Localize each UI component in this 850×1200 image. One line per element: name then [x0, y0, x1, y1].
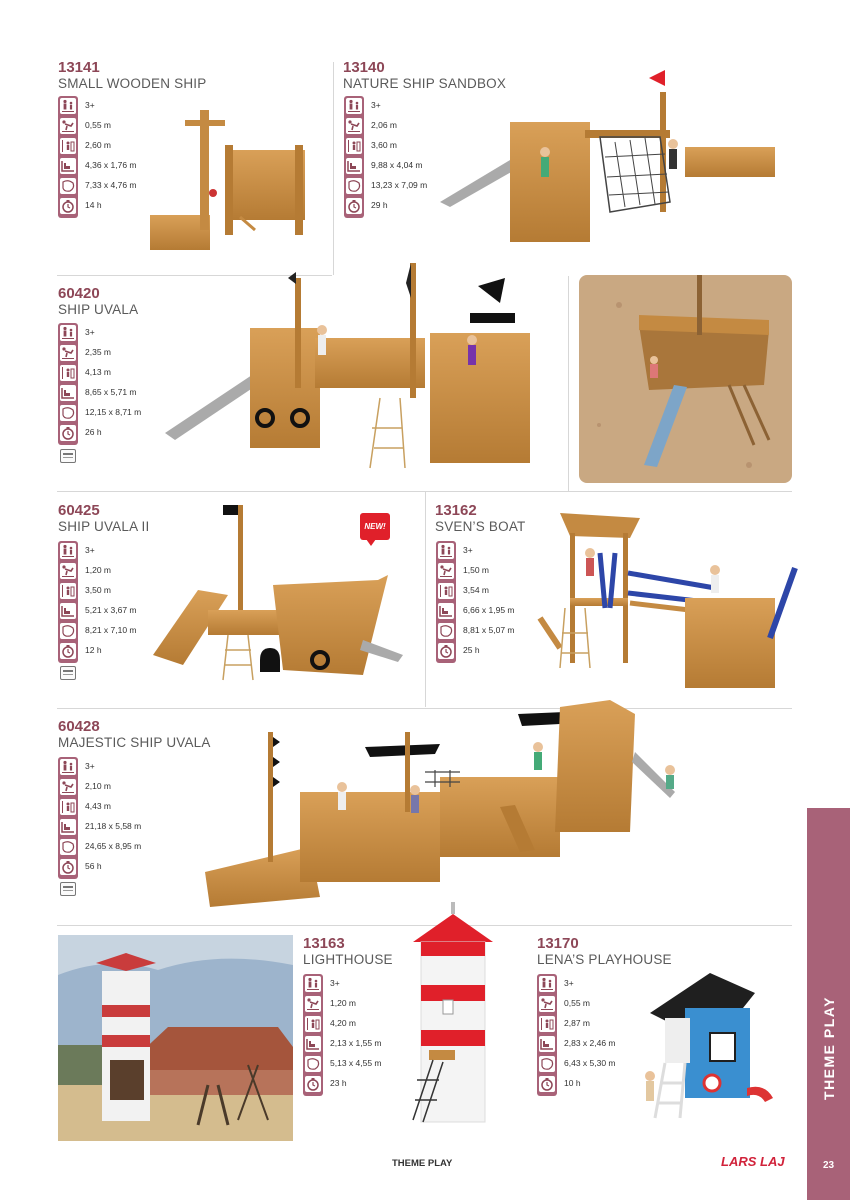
- product-lenas-playhouse: [537, 936, 672, 968]
- product-name: MAJESTIC SHIP UVALA: [58, 735, 211, 750]
- spec-fall-height: 2,10 m: [85, 781, 111, 791]
- product-name: SMALL WOODEN SHIP: [58, 76, 207, 91]
- spec-height: 3,50 m: [85, 585, 111, 595]
- spec-safety-area: 12,15 x 8,71 m: [85, 407, 142, 417]
- product-ship-uvala: [58, 286, 138, 318]
- spec-time: 56 h: [85, 861, 102, 871]
- spec-age: 3+: [564, 978, 574, 988]
- divider-col1: [333, 62, 334, 275]
- dimensions-icon: [60, 158, 76, 174]
- product-name: SHIP UVALA: [58, 302, 139, 317]
- dimensions-icon: [346, 158, 362, 174]
- age-icon: [60, 759, 76, 775]
- total-height-icon: [539, 1016, 555, 1032]
- installation-time-icon: [60, 643, 76, 659]
- lighthouse-photo: [58, 935, 293, 1141]
- divider-col2: [568, 276, 569, 491]
- spec-fall-height: 2,06 m: [371, 120, 397, 130]
- small-wooden-ship-illustration: [145, 105, 315, 255]
- divider-col3: [425, 492, 426, 707]
- spec-safety-area: 24,65 x 8,95 m: [85, 841, 142, 851]
- spec-dimensions: 9,88 x 4,04 m: [371, 160, 423, 170]
- spec-time: 12 h: [85, 645, 102, 655]
- dimensions-icon: [60, 385, 76, 401]
- spec-age: 3+: [85, 545, 95, 555]
- spec-age: 3+: [85, 100, 95, 110]
- spec-height: 3,54 m: [463, 585, 489, 595]
- section-title: THEME PLAY: [820, 996, 837, 1100]
- dimensions-icon: [60, 819, 76, 835]
- spec-age: 3+: [371, 100, 381, 110]
- dimensions-icon: [438, 603, 454, 619]
- nature-ship-sandbox-illustration: [435, 62, 780, 262]
- lenas-playhouse-illustration: [625, 968, 785, 1128]
- spec-safety-area: 7,33 x 4,76 m: [85, 180, 137, 190]
- spec-safety-area: 13,23 x 7,09 m: [371, 180, 428, 190]
- spec-height: 4,13 m: [85, 367, 111, 377]
- spec-time: 14 h: [85, 200, 102, 210]
- fall-height-icon: [346, 118, 362, 134]
- total-height-icon: [346, 138, 362, 154]
- page-number: 23: [822, 1160, 835, 1171]
- spec-height: 3,60 m: [371, 140, 397, 150]
- spec-dimensions: 2,13 x 1,55 m: [330, 1038, 382, 1048]
- section-sidebar: [807, 808, 850, 1200]
- footer-title: THEME PLAY: [392, 1158, 453, 1169]
- installation-time-icon: [60, 198, 76, 214]
- product-name: NATURE SHIP SANDBOX: [343, 76, 507, 91]
- spec-safety-area: 6,43 x 5,30 m: [564, 1058, 616, 1068]
- fall-height-icon: [60, 779, 76, 795]
- dimensions-icon: [539, 1036, 555, 1052]
- safety-area-icon: [60, 623, 76, 639]
- product-code: 13163: [303, 935, 345, 952]
- spec-fall-height: 1,20 m: [85, 565, 111, 575]
- product-small-wooden-ship: [58, 60, 206, 92]
- spec-safety-area: 8,21 x 7,10 m: [85, 625, 137, 635]
- product-name: SHIP UVALA II: [58, 519, 150, 534]
- fall-height-icon: [539, 996, 555, 1012]
- spec-safety-area: 5,13 x 4,55 m: [330, 1058, 382, 1068]
- spec-dimensions: 8,65 x 5,71 m: [85, 387, 137, 397]
- safety-area-icon: [60, 405, 76, 421]
- total-height-icon: [60, 799, 76, 815]
- spec-height: 2,60 m: [85, 140, 111, 150]
- product-code: 60420: [58, 285, 100, 302]
- spec-height: 4,20 m: [330, 1018, 356, 1028]
- spec-time: 23 h: [330, 1078, 347, 1088]
- spec-fall-height: 1,50 m: [463, 565, 489, 575]
- dimensions-icon: [305, 1036, 321, 1052]
- installation-time-icon: [60, 859, 76, 875]
- ship-uvala-photo: [579, 275, 792, 483]
- product-majestic-ship-uvala: [58, 719, 211, 751]
- age-icon: [60, 98, 76, 114]
- spec-time: 26 h: [85, 427, 102, 437]
- spec-fall-height: 0,55 m: [85, 120, 111, 130]
- safety-area-icon: [60, 178, 76, 194]
- product-name: SVEN’S BOAT: [435, 519, 526, 534]
- spec-dimensions: 4,36 x 1,76 m: [85, 160, 137, 170]
- total-height-icon: [60, 583, 76, 599]
- product-name: LIGHTHOUSE: [303, 952, 393, 967]
- spec-fall-height: 0,55 m: [564, 998, 590, 1008]
- fall-height-icon: [60, 345, 76, 361]
- age-icon: [305, 976, 321, 992]
- age-icon: [60, 543, 76, 559]
- product-svens-boat: [435, 503, 525, 535]
- ship-uvala-ii-illustration: [148, 500, 413, 690]
- spec-fall-height: 1,20 m: [330, 998, 356, 1008]
- age-icon: [60, 325, 76, 341]
- product-code: 13140: [343, 59, 385, 76]
- safety-area-icon: [438, 623, 454, 639]
- product-ship-uvala-ii: [58, 503, 149, 535]
- total-height-icon: [60, 138, 76, 154]
- installation-time-icon: [305, 1076, 321, 1092]
- spec-age: 3+: [330, 978, 340, 988]
- spec-time: 10 h: [564, 1078, 581, 1088]
- brand-logo: LARS LAJ: [721, 1154, 785, 1169]
- spec-fall-height: 2,35 m: [85, 347, 111, 357]
- new-badge-label: NEW!: [364, 522, 386, 531]
- installation-time-icon: [346, 198, 362, 214]
- installation-time-icon: [438, 643, 454, 659]
- spec-age: 3+: [463, 545, 473, 555]
- wow-icon: [60, 882, 76, 896]
- wow-icon: [60, 666, 76, 680]
- spec-age: 3+: [85, 327, 95, 337]
- safety-area-icon: [60, 839, 76, 855]
- product-code: 60425: [58, 502, 100, 519]
- spec-dimensions: 21,18 x 5,58 m: [85, 821, 142, 831]
- fall-height-icon: [305, 996, 321, 1012]
- product-name: LENA’S PLAYHOUSE: [537, 952, 672, 967]
- spec-height: 2,87 m: [564, 1018, 590, 1028]
- product-code: 60428: [58, 718, 100, 735]
- safety-area-icon: [305, 1056, 321, 1072]
- fall-height-icon: [60, 118, 76, 134]
- spec-age: 3+: [85, 761, 95, 771]
- spec-safety-area: 8,81 x 5,07 m: [463, 625, 515, 635]
- safety-area-icon: [346, 178, 362, 194]
- majestic-ship-uvala-illustration: [200, 692, 695, 912]
- svens-boat-illustration: [535, 508, 815, 698]
- installation-time-icon: [60, 425, 76, 441]
- age-icon: [438, 543, 454, 559]
- spec-time: 29 h: [371, 200, 388, 210]
- fall-height-icon: [438, 563, 454, 579]
- spec-dimensions: 5,21 x 3,67 m: [85, 605, 137, 615]
- spec-dimensions: 6,66 x 1,95 m: [463, 605, 515, 615]
- total-height-icon: [305, 1016, 321, 1032]
- age-icon: [346, 98, 362, 114]
- product-code: 13141: [58, 59, 100, 76]
- wow-icon: [60, 449, 76, 463]
- product-code: 13170: [537, 935, 579, 952]
- total-height-icon: [60, 365, 76, 381]
- spec-height: 4,43 m: [85, 801, 111, 811]
- dimensions-icon: [60, 603, 76, 619]
- ship-uvala-illustration: [160, 258, 555, 478]
- product-code: 13162: [435, 502, 477, 519]
- fall-height-icon: [60, 563, 76, 579]
- safety-area-icon: [539, 1056, 555, 1072]
- spec-time: 25 h: [463, 645, 480, 655]
- product-lighthouse: [303, 936, 393, 968]
- age-icon: [539, 976, 555, 992]
- lighthouse-illustration: [403, 900, 503, 1130]
- installation-time-icon: [539, 1076, 555, 1092]
- total-height-icon: [438, 583, 454, 599]
- spec-dimensions: 2,83 x 2,46 m: [564, 1038, 616, 1048]
